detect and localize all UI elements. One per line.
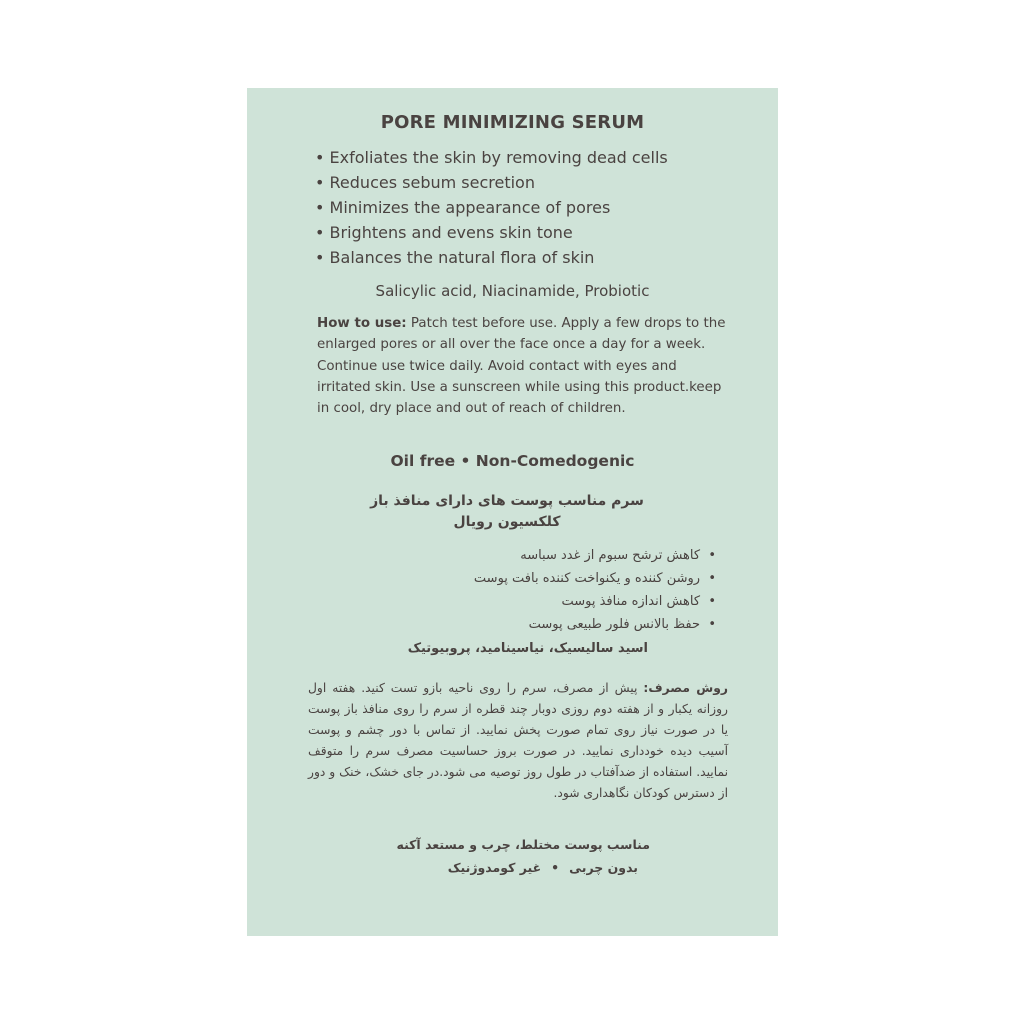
persian-how-to-use-label: روش مصرف: [643, 681, 729, 695]
persian-benefit-item: • کاهش اندازه منافذ پوست [474, 590, 716, 613]
persian-benefit-item: • حفظ بالانس فلور طبیعی پوست [474, 613, 716, 636]
how-to-use-text: Patch test before use. Apply a few drops to the enlarged pores or all over the face once a day for a week. Continue use twice daily. Avoid contact with eyes and irritated skin. Use a sunscreen while using this product.keep in cool, dry place and out of reach of children. [317, 316, 726, 417]
product-claims: Oil free • Non-Comedogenic [390, 452, 635, 470]
benefit-item: • Reduces sebum secretion [315, 170, 668, 195]
persian-claim-non-comedogenic: غیر کومدوژنیک [447, 860, 542, 875]
persian-title-line-2: کلکسیون رویال [453, 514, 561, 530]
persian-claim-oil-free: بدون چربی [569, 860, 638, 875]
benefit-item: • Minimizes the appearance of pores [315, 195, 668, 220]
benefits-list [315, 145, 668, 270]
claim-separator: • [551, 860, 560, 875]
how-to-use-paragraph [317, 313, 727, 419]
product-title: PORE MINIMIZING SERUM [380, 112, 645, 133]
persian-title [307, 491, 707, 533]
benefit-item: • Balances the natural flora of skin [315, 245, 668, 270]
persian-title-line-1: سرم مناسب پوست های دارای منافذ باز [370, 493, 644, 509]
persian-claims [448, 860, 638, 875]
persian-ingredients-line: اسید سالیسیک، نیاسینامید، پروبیوتیک [407, 641, 648, 656]
benefit-item: • Brightens and evens skin tone [315, 220, 668, 245]
persian-benefits-list [474, 544, 716, 636]
persian-benefit-item: • روشن کننده و یکنواخت کننده بافت پوست [474, 567, 716, 590]
persian-benefit-item: • کاهش ترشح سبوم از غدد سباسه [474, 544, 716, 567]
product-label-card [247, 88, 778, 936]
ingredients-line: Salicylic acid, Niacinamide, Probiotic [375, 282, 650, 300]
benefit-item: • Exfoliates the skin by removing dead cells [315, 145, 668, 170]
how-to-use-label: How to use: [317, 316, 407, 331]
persian-skin-type: مناسب پوست مختلط، چرب و مستعد آکنه [396, 837, 650, 852]
persian-how-to-use-paragraph [308, 678, 728, 804]
persian-how-to-use-text: پیش از مصرف، سرم را روی ناحیه بازو تست کنید. هفته اول روزانه یکبار و از هفته دوم روزی دوبار چند قطره از سرم را روی منافذ باز پوست یا در صورت نیاز روی تمام صورت پخش نمایید. از تماس با دور چشم و پوست آسیب دیده خودداری نمایید. در صورت بروز حساسیت مصرف سرم را متوقف نمایید. استفاده از ضدآفتاب در طول روز توصیه می شود.در جای خشک، خنک و دور از دسترس کودکان نگاهداری شود. [308, 681, 728, 800]
